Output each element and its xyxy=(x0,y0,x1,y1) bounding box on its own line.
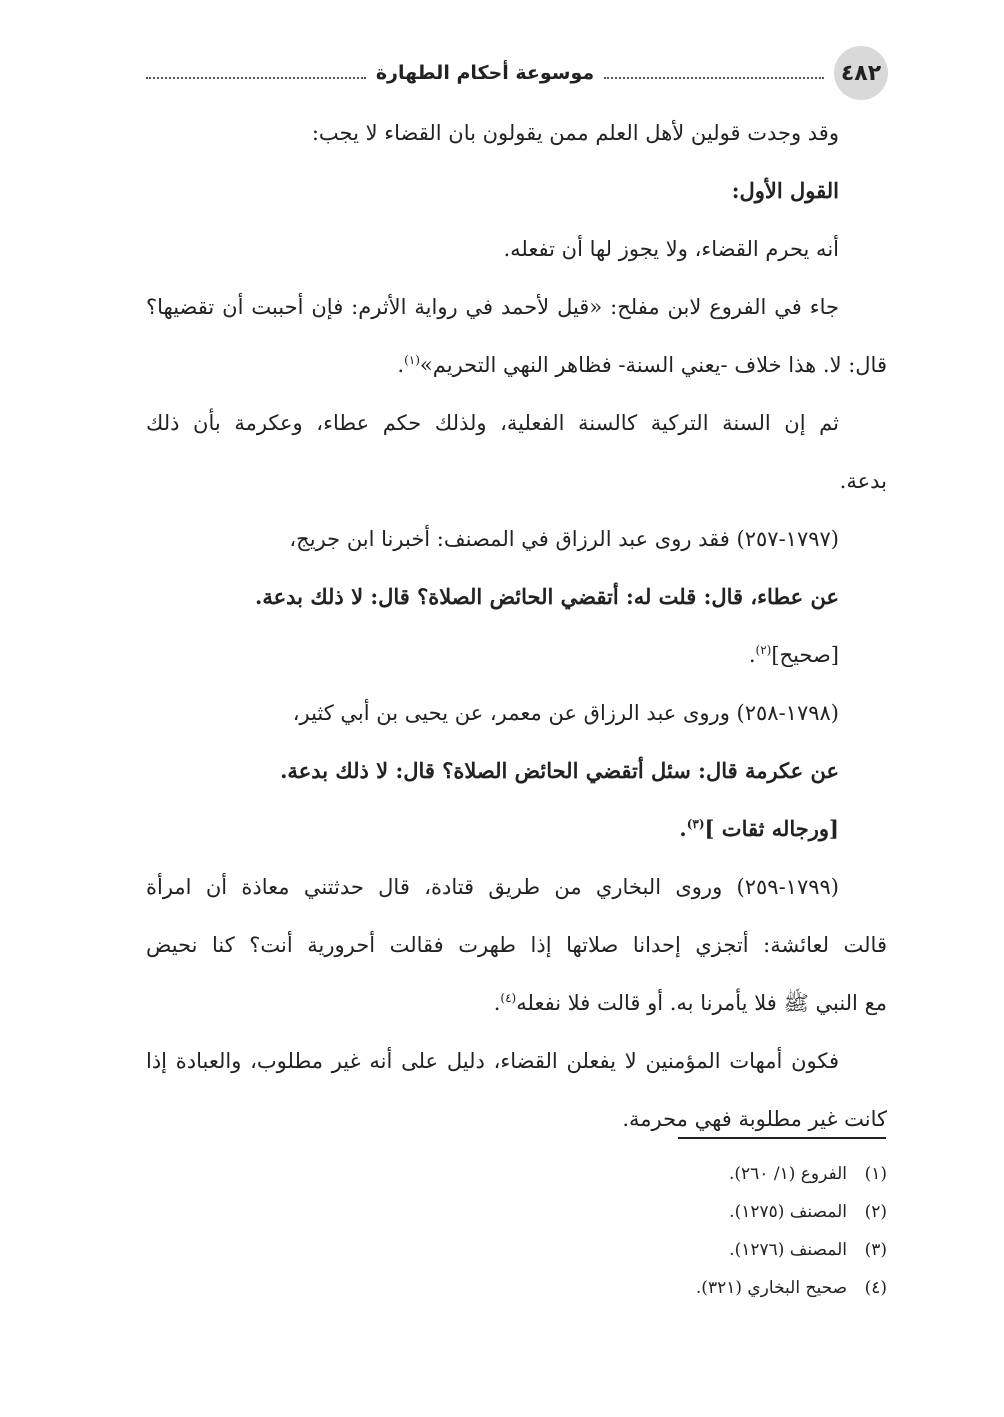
footnote-number: (٣) xyxy=(864,1240,887,1260)
running-title: موسوعة أحكام الطهارة xyxy=(375,62,595,84)
body-text xyxy=(146,110,887,1154)
paragraph-line: جاء في الفروع لابن مفلح: «قيل لأحمد في رواية الأثرم: فإن أحببت أن تقضيها؟ xyxy=(146,295,839,319)
running-header xyxy=(146,58,824,88)
hadith-line: (١٧٩٧-٢٥٧) فقد روى عبد الرزاق في المصنف: أخبرنا ابن جريج، xyxy=(289,527,839,551)
hadith-text: عن عكرمة قال: سئل أتقضي الحائض الصلاة؟ قال: لا ذلك بدعة. xyxy=(280,758,839,783)
footnote-item xyxy=(146,1194,887,1232)
footnote-text: المصنف (١٢٧٦). xyxy=(729,1240,847,1260)
header-dotted-leader-left xyxy=(146,77,366,79)
footnote-ref-3[interactable]: (٣) xyxy=(686,817,705,831)
paragraph-line: وقد وجدت قولين لأهل العلم ممن يقولون بان القضاء لا يجب: xyxy=(311,121,839,145)
footnote-number: (١) xyxy=(864,1164,887,1184)
footnote-item xyxy=(146,1232,887,1270)
footnote-ref-4[interactable]: (٤) xyxy=(500,991,517,1005)
footnote-text: المصنف (١٢٧٥). xyxy=(729,1202,847,1222)
page-number: ٤٨٢ xyxy=(840,60,882,86)
section-heading: القول الأول: xyxy=(731,178,839,203)
footnote-item xyxy=(146,1270,887,1308)
footnotes xyxy=(146,1156,887,1308)
footnote-ref-1[interactable]: (١) xyxy=(404,353,420,367)
paragraph-line: أنه يحرم القضاء، ولا يجوز لها أن تفعله. xyxy=(503,237,839,261)
paragraph-line: بدعة. xyxy=(839,469,887,493)
hadith-text: عن عطاء، قال: قلت له: أتقضي الحائض الصلاة؟ قال: لا ذلك بدعة. xyxy=(255,584,839,609)
paragraph-line: ثم إن السنة التركية كالسنة الفعلية، ولذلك حكم عطاء، وعكرمة بأن ذلك xyxy=(146,411,839,435)
footnote-text: الفروع (١/ ٢٦٠). xyxy=(728,1164,847,1184)
hadith-line: قالت لعائشة: أتجزي إحدانا صلاتها إذا طهرت فقالت أحرورية أنت؟ كنا نحيض xyxy=(146,933,887,957)
footnote-item xyxy=(146,1156,887,1194)
grading-line: [ورجاله ثقات ]$^{(٣)}$. xyxy=(679,816,839,841)
footnote-number: (٢) xyxy=(864,1202,887,1222)
header-dotted-leader-right xyxy=(604,77,824,79)
footnote-text: صحيح البخاري (٣٢١). xyxy=(695,1278,847,1298)
hadith-line: (١٧٩٨-٢٥٨) وروى عبد الرزاق عن معمر، عن يحيى بن أبي كثير، xyxy=(292,701,839,725)
paragraph-line: قال: لا. هذا خلاف -يعني السنة- فظاهر النهي التحريم»$^{(١)}$. xyxy=(397,353,887,377)
paragraph-line: فكون أمهات المؤمنين لا يفعلن القضاء، دليل على أنه غير مطلوب، والعبادة إذا xyxy=(146,1049,839,1073)
grading-line: [صحيح]$^{(٢)}$. xyxy=(748,643,839,667)
footnote-separator xyxy=(678,1137,886,1139)
hadith-line: مع النبي ﷺ فلا يأمرنا به. أو قالت فلا نفعله$^{(٤)}$. xyxy=(493,991,887,1015)
page-number-badge xyxy=(834,46,888,100)
paragraph-line: كانت غير مطلوبة فهي محرمة. xyxy=(622,1107,887,1131)
hadith-line: (١٧٩٩-٢٥٩) وروى البخاري من طريق قتادة، قال حدثتني معاذة أن امرأة xyxy=(146,875,839,899)
footnote-ref-2[interactable]: (٢) xyxy=(755,643,772,657)
footnote-number: (٤) xyxy=(864,1278,887,1298)
